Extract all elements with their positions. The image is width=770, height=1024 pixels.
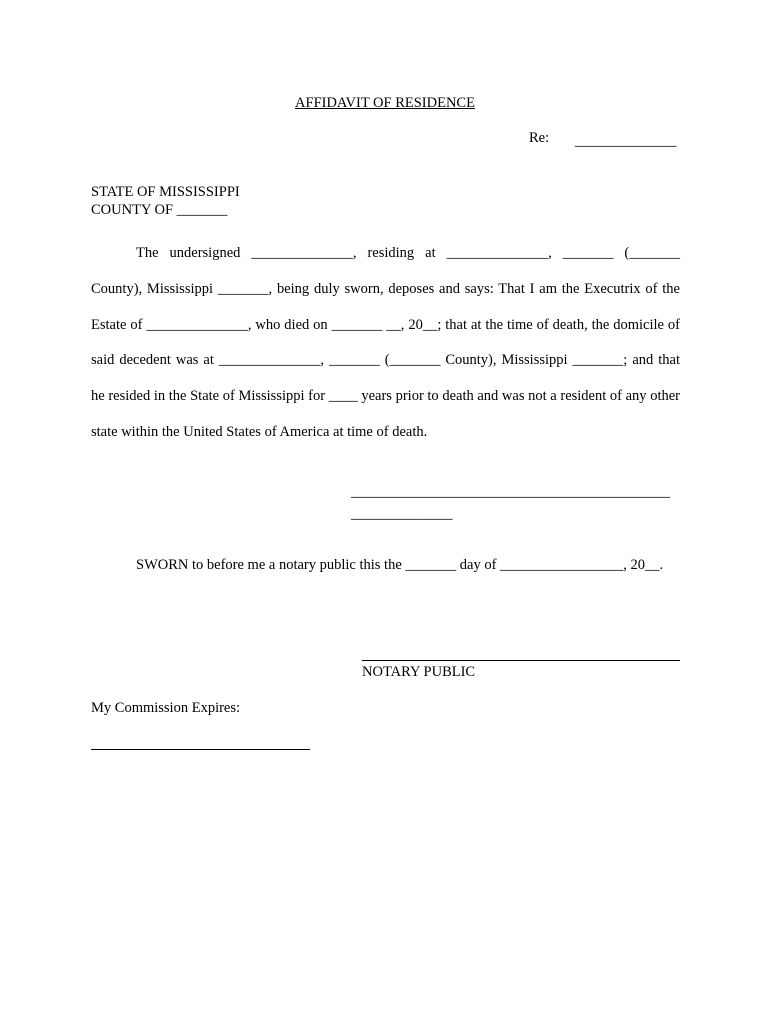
- re-label: Re:: [529, 130, 550, 146]
- signature-name-blank: ______________: [351, 506, 453, 522]
- signature-line: ____________________________________________: [351, 484, 670, 500]
- notary-public-label: NOTARY PUBLIC: [362, 664, 476, 680]
- re-blank: ______________: [575, 133, 677, 149]
- sworn-statement: SWORN to before me a notary public this the _______ day of _________________, 20__.: [136, 557, 664, 573]
- state-line: STATE OF MISSISSIPPI: [91, 184, 240, 200]
- affidavit-body: The undersigned ______________, residing at ______________, _______ (_______ County), Mississippi _______, being duly sworn, deposes and says: That I am the Executrix of the Estate of ______________, who died on _______ __, 20__; that at the time of death, the domicile of said decedent was at ______________, _______ (_______ County), Mississippi _______; and that he resided in the State of Mississippi for ____ years prior to death and was not a resident of any other state within the United States of America at time of death.: [91, 245, 680, 440]
- commission-expiry-rule: [91, 749, 310, 750]
- document-title: AFFIDAVIT OF RESIDENCE: [295, 95, 475, 111]
- commission-expires-label: My Commission Expires:: [91, 700, 241, 716]
- county-line: COUNTY OF _______: [91, 202, 228, 218]
- notary-signature-rule: [362, 660, 680, 661]
